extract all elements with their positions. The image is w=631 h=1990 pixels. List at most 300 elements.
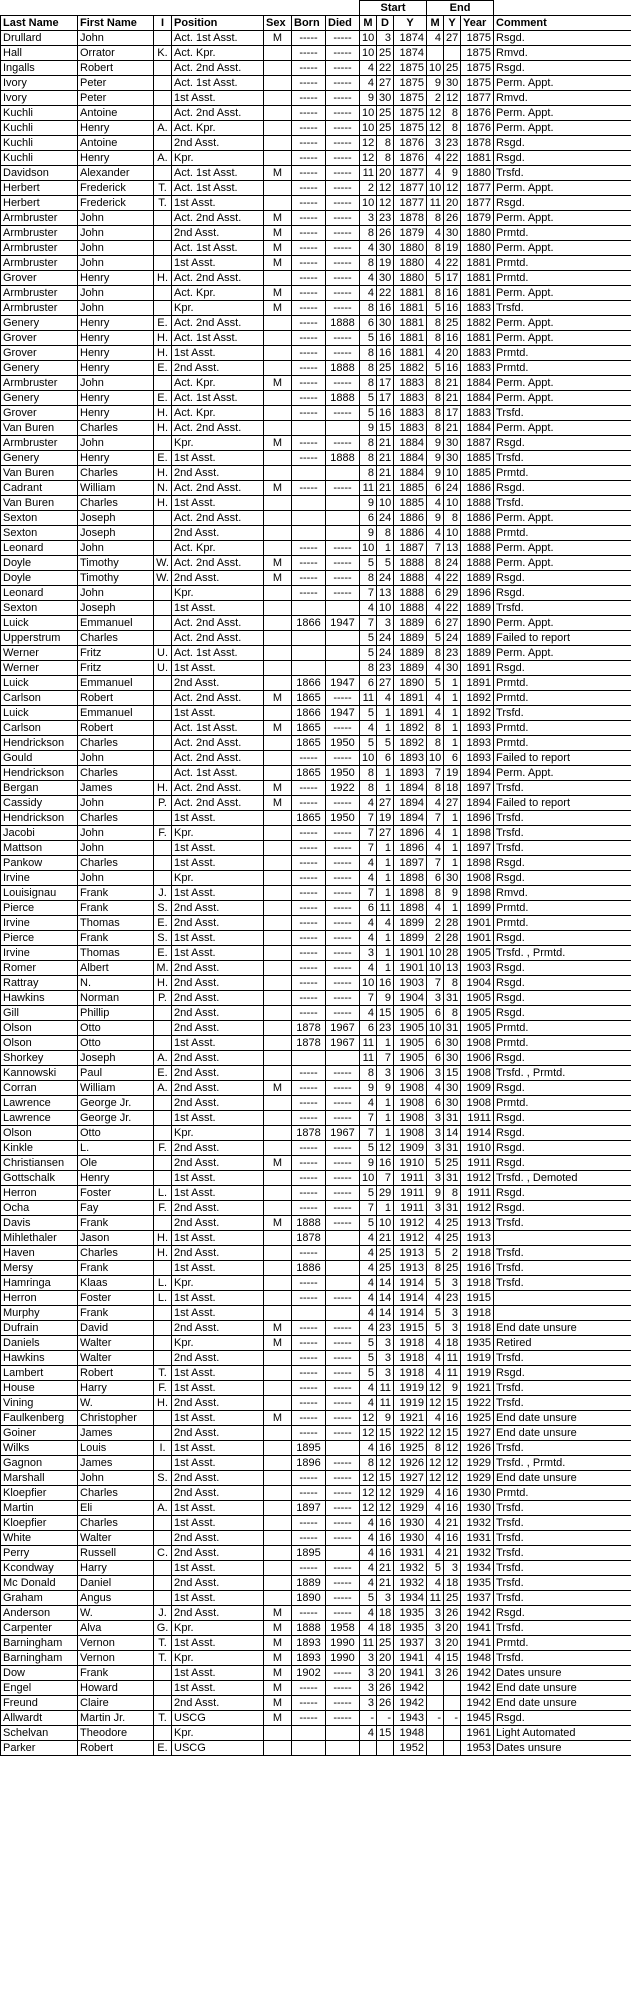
end-year-cell: 1941: [461, 1621, 494, 1636]
last-name-cell: Lawrence: [1, 1096, 78, 1111]
start-day-cell: 12: [377, 196, 394, 211]
start-year-cell: 1913: [394, 1261, 427, 1276]
start-day-cell: 9: [377, 991, 394, 1006]
sex-cell: M: [264, 1696, 292, 1711]
last-name-cell: Hamringa: [1, 1276, 78, 1291]
end-year-cell: 1880: [461, 241, 494, 256]
position-cell: 2nd Asst.: [172, 1246, 264, 1261]
end-year-cell: 1898: [461, 856, 494, 871]
first-name-cell: Ole: [78, 1156, 154, 1171]
end-day-cell: 13: [444, 961, 461, 976]
start-year-cell: 1888: [394, 601, 427, 616]
died-cell: -----: [326, 1561, 360, 1576]
start-month-cell: 9: [360, 526, 377, 541]
start-day-cell: 26: [377, 1681, 394, 1696]
born-cell: 1886: [292, 1261, 326, 1276]
last-name-cell: Sexton: [1, 526, 78, 541]
last-name-cell: Armbruster: [1, 301, 78, 316]
end-day-cell: 22: [444, 151, 461, 166]
died-cell: -----: [326, 1681, 360, 1696]
first-name-cell: James: [78, 781, 154, 796]
born-cell: -----: [292, 1471, 326, 1486]
table-row: [1, 1021, 631, 1036]
table-row: [1, 1351, 631, 1366]
initial-cell: [154, 241, 172, 256]
position-cell: Kpr.: [172, 1621, 264, 1636]
start-year-cell: 1918: [394, 1366, 427, 1381]
comment-cell: Retired: [494, 1336, 631, 1351]
position-cell: Act. 2nd Asst.: [172, 751, 264, 766]
col-header-born: Born: [292, 16, 326, 31]
table-row: [1, 646, 631, 661]
start-day-cell: 10: [377, 496, 394, 511]
table-row: [1, 1051, 631, 1066]
last-name-cell: Kloepfier: [1, 1516, 78, 1531]
died-cell: -----: [326, 241, 360, 256]
position-cell: 2nd Asst.: [172, 976, 264, 991]
end-month-cell: [427, 1696, 444, 1711]
start-year-cell: 1892: [394, 721, 427, 736]
first-name-cell: Robert: [78, 721, 154, 736]
col-header-first-name: First Name: [78, 16, 154, 31]
born-cell: [292, 511, 326, 526]
last-name-cell: Haven: [1, 1246, 78, 1261]
comment-cell: Trsfd.: [494, 1441, 631, 1456]
first-name-cell: John: [78, 286, 154, 301]
position-cell: 1st Asst.: [172, 1366, 264, 1381]
died-cell: -----: [326, 136, 360, 151]
first-name-cell: Henry: [78, 361, 154, 376]
end-day-cell: 8: [444, 976, 461, 991]
position-cell: USCG: [172, 1741, 264, 1756]
end-month-cell: -: [427, 1711, 444, 1726]
comment-cell: Trsfd.: [494, 1381, 631, 1396]
born-cell: -----: [292, 1141, 326, 1156]
first-name-cell: John: [78, 211, 154, 226]
start-day-cell: 24: [377, 571, 394, 586]
born-cell: -----: [292, 331, 326, 346]
last-name-cell: Pierce: [1, 931, 78, 946]
start-year-cell: 1913: [394, 1246, 427, 1261]
start-year-cell: 1884: [394, 436, 427, 451]
start-year-cell: 1894: [394, 781, 427, 796]
end-month-cell: 5: [427, 631, 444, 646]
table-row: [1, 886, 631, 901]
start-month-cell: 12: [360, 1411, 377, 1426]
born-cell: 1865: [292, 721, 326, 736]
died-cell: -----: [326, 301, 360, 316]
born-cell: -----: [292, 1336, 326, 1351]
col-header-start-day: D: [377, 16, 394, 31]
end-month-cell: 8: [427, 886, 444, 901]
position-cell: Act. Kpr.: [172, 376, 264, 391]
sex-cell: [264, 706, 292, 721]
first-name-cell: Orrator: [78, 46, 154, 61]
comment-cell: [494, 1306, 631, 1321]
end-year-cell: 1929: [461, 1471, 494, 1486]
start-day-cell: 3: [377, 1366, 394, 1381]
start-day-cell: 1: [377, 1036, 394, 1051]
end-month-cell: 4: [427, 661, 444, 676]
initial-cell: E.: [154, 916, 172, 931]
end-year-cell: 1942: [461, 1666, 494, 1681]
born-cell: 1888: [292, 1621, 326, 1636]
table-row: [1, 736, 631, 751]
start-month-cell: 3: [360, 1696, 377, 1711]
end-month-cell: 4: [427, 1366, 444, 1381]
first-name-cell: James: [78, 1456, 154, 1471]
end-day-cell: 30: [444, 226, 461, 241]
end-day-cell: 20: [444, 196, 461, 211]
sex-cell: M: [264, 721, 292, 736]
died-cell: -----: [326, 541, 360, 556]
born-cell: 1866: [292, 676, 326, 691]
first-name-cell: Thomas: [78, 916, 154, 931]
table-row: [1, 301, 631, 316]
end-day-cell: 16: [444, 1501, 461, 1516]
born-cell: [292, 526, 326, 541]
end-year-cell: 1918: [461, 1276, 494, 1291]
start-month-cell: 4: [360, 916, 377, 931]
start-month-cell: 5: [360, 736, 377, 751]
born-cell: -----: [292, 1696, 326, 1711]
last-name-cell: Armbruster: [1, 376, 78, 391]
end-year-cell: 1883: [461, 346, 494, 361]
start-year-cell: 1932: [394, 1561, 427, 1576]
col-header-end-year: Year: [461, 16, 494, 31]
died-cell: 1888: [326, 361, 360, 376]
died-cell: -----: [326, 796, 360, 811]
last-name-cell: Kannowski: [1, 1066, 78, 1081]
born-cell: -----: [292, 1201, 326, 1216]
position-cell: Act. 2nd Asst.: [172, 211, 264, 226]
end-day-cell: [444, 1726, 461, 1741]
end-year-cell: 1885: [461, 451, 494, 466]
position-cell: 2nd Asst.: [172, 1216, 264, 1231]
first-name-cell: N.: [78, 976, 154, 991]
end-day-cell: 20: [444, 346, 461, 361]
comment-cell: Prmtd.: [494, 1486, 631, 1501]
end-year-cell: 1899: [461, 901, 494, 916]
first-name-cell: Klaas: [78, 1276, 154, 1291]
end-day-cell: 26: [444, 1606, 461, 1621]
end-day-cell: 9: [444, 1381, 461, 1396]
comment-cell: Perm. Appt.: [494, 511, 631, 526]
last-name-cell: Werner: [1, 646, 78, 661]
position-cell: Kpr.: [172, 871, 264, 886]
first-name-cell: Emmanuel: [78, 706, 154, 721]
last-name-cell: Grover: [1, 331, 78, 346]
comment-cell: Prmtd.: [494, 361, 631, 376]
initial-cell: L.: [154, 1291, 172, 1306]
table-row: [1, 556, 631, 571]
start-day-cell: 3: [377, 1066, 394, 1081]
position-cell: Act. 2nd Asst.: [172, 781, 264, 796]
start-year-cell: 1919: [394, 1381, 427, 1396]
start-day-cell: 3: [377, 1336, 394, 1351]
table-row: [1, 31, 631, 46]
start-month-cell: 7: [360, 841, 377, 856]
first-name-cell: Alva: [78, 1621, 154, 1636]
born-cell: -----: [292, 166, 326, 181]
last-name-cell: Van Buren: [1, 466, 78, 481]
comment-cell: Perm. Appt.: [494, 76, 631, 91]
end-month-cell: 4: [427, 826, 444, 841]
end-year-cell: 1934: [461, 1561, 494, 1576]
position-cell: 1st Asst.: [172, 346, 264, 361]
position-cell: 2nd Asst.: [172, 1471, 264, 1486]
comment-cell: Trsfd. , Prmtd.: [494, 946, 631, 961]
start-month-cell: 4: [360, 1561, 377, 1576]
table-row: [1, 1156, 631, 1171]
sex-cell: [264, 1351, 292, 1366]
sex-cell: [264, 1456, 292, 1471]
end-year-cell: 1877: [461, 196, 494, 211]
initial-cell: [154, 286, 172, 301]
end-month-cell: 8: [427, 406, 444, 421]
table-row: [1, 406, 631, 421]
position-cell: Act. 2nd Asst.: [172, 796, 264, 811]
start-day-cell: 16: [377, 346, 394, 361]
comment-cell: Dates unsure: [494, 1741, 631, 1756]
initial-cell: [154, 1726, 172, 1741]
start-month-cell: 11: [360, 1036, 377, 1051]
start-year-cell: 1929: [394, 1501, 427, 1516]
start-day-cell: 16: [377, 1546, 394, 1561]
start-month-cell: 7: [360, 616, 377, 631]
sex-cell: [264, 1531, 292, 1546]
start-month-cell: 5: [360, 1141, 377, 1156]
table-row: [1, 286, 631, 301]
start-day-cell: 11: [377, 1396, 394, 1411]
comment-cell: Trsfd. , Demoted: [494, 1171, 631, 1186]
start-year-cell: 1912: [394, 1231, 427, 1246]
table-row: [1, 1306, 631, 1321]
position-cell: 2nd Asst.: [172, 1546, 264, 1561]
position-cell: 1st Asst.: [172, 1381, 264, 1396]
end-year-cell: 1890: [461, 616, 494, 631]
sex-cell: [264, 841, 292, 856]
start-year-cell: 1929: [394, 1486, 427, 1501]
last-name-cell: Van Buren: [1, 421, 78, 436]
died-cell: -----: [326, 1156, 360, 1171]
table-row: [1, 1336, 631, 1351]
died-cell: -----: [326, 826, 360, 841]
born-cell: 1865: [292, 766, 326, 781]
comment-cell: Perm. Appt.: [494, 121, 631, 136]
position-cell: 1st Asst.: [172, 1171, 264, 1186]
end-day-cell: 22: [444, 601, 461, 616]
initial-cell: [154, 1306, 172, 1321]
initial-cell: F.: [154, 1201, 172, 1216]
first-name-cell: Fay: [78, 1201, 154, 1216]
first-name-cell: Henry: [78, 271, 154, 286]
first-name-cell: John: [78, 241, 154, 256]
initial-cell: [154, 526, 172, 541]
position-cell: 2nd Asst.: [172, 1141, 264, 1156]
initial-cell: [154, 1336, 172, 1351]
position-cell: 2nd Asst.: [172, 1696, 264, 1711]
position-cell: 1st Asst.: [172, 1681, 264, 1696]
born-cell: -----: [292, 1681, 326, 1696]
start-day-cell: 16: [377, 1516, 394, 1531]
last-name-cell: Drullard: [1, 31, 78, 46]
first-name-cell: Charles: [78, 856, 154, 871]
last-name-cell: Doyle: [1, 571, 78, 586]
end-day-cell: 21: [444, 391, 461, 406]
born-cell: -----: [292, 1156, 326, 1171]
end-year-cell: 1916: [461, 1261, 494, 1276]
position-cell: 1st Asst.: [172, 811, 264, 826]
comment-cell: Trsfd.: [494, 601, 631, 616]
comment-cell: End date unsure: [494, 1411, 631, 1426]
position-cell: 2nd Asst.: [172, 361, 264, 376]
comment-cell: Prmtd.: [494, 1636, 631, 1651]
comment-cell: Rsgd.: [494, 1201, 631, 1216]
start-month-cell: 4: [360, 871, 377, 886]
table-row: [1, 226, 631, 241]
died-cell: [326, 1741, 360, 1756]
start-month-cell: 4: [360, 1546, 377, 1561]
start-month-cell: 8: [360, 346, 377, 361]
start-month-cell: 4: [360, 241, 377, 256]
start-year-cell: 1890: [394, 676, 427, 691]
position-cell: 1st Asst.: [172, 931, 264, 946]
end-month-cell: 9: [427, 466, 444, 481]
initial-cell: W.: [154, 571, 172, 586]
initial-cell: [154, 1006, 172, 1021]
died-cell: 1967: [326, 1021, 360, 1036]
end-day-cell: 27: [444, 616, 461, 631]
last-name-cell: Herbert: [1, 196, 78, 211]
last-name-cell: Vining: [1, 1396, 78, 1411]
died-cell: -----: [326, 1201, 360, 1216]
group-header-row: [1, 1, 631, 16]
initial-cell: F.: [154, 1381, 172, 1396]
born-cell: [292, 631, 326, 646]
col-header-died: Died: [326, 16, 360, 31]
initial-cell: [154, 841, 172, 856]
start-month-cell: 4: [360, 1606, 377, 1621]
start-year-cell: 1948: [394, 1726, 427, 1741]
end-day-cell: 8: [444, 106, 461, 121]
position-cell: 1st Asst.: [172, 1501, 264, 1516]
last-name-cell: Kuchli: [1, 121, 78, 136]
died-cell: -----: [326, 886, 360, 901]
born-cell: -----: [292, 1531, 326, 1546]
last-name-cell: Louisignau: [1, 886, 78, 901]
end-year-cell: 1888: [461, 541, 494, 556]
start-day-cell: 18: [377, 1606, 394, 1621]
last-name-cell: Schelvan: [1, 1726, 78, 1741]
first-name-cell: John: [78, 841, 154, 856]
end-year-cell: 1887: [461, 436, 494, 451]
end-year-cell: 1889: [461, 646, 494, 661]
died-cell: -----: [326, 91, 360, 106]
initial-cell: [154, 856, 172, 871]
start-year-cell: 1883: [394, 376, 427, 391]
start-group-header: Start: [360, 1, 427, 16]
end-day-cell: 18: [444, 1336, 461, 1351]
born-cell: -----: [292, 1066, 326, 1081]
position-cell: 2nd Asst.: [172, 901, 264, 916]
comment-cell: Rsgd.: [494, 961, 631, 976]
last-name-cell: Perry: [1, 1546, 78, 1561]
start-year-cell: 1919: [394, 1396, 427, 1411]
sex-cell: [264, 46, 292, 61]
end-year-cell: 1893: [461, 721, 494, 736]
first-name-cell: Charles: [78, 1246, 154, 1261]
end-group-header: End: [427, 1, 494, 16]
first-name-cell: Joseph: [78, 1051, 154, 1066]
sex-cell: [264, 1171, 292, 1186]
start-day-cell: 5: [377, 556, 394, 571]
start-year-cell: 1935: [394, 1606, 427, 1621]
end-day-cell: 12: [444, 1441, 461, 1456]
start-day-cell: 16: [377, 1441, 394, 1456]
position-cell: Act. 1st Asst.: [172, 331, 264, 346]
end-month-cell: 8: [427, 1261, 444, 1276]
first-name-cell: Albert: [78, 961, 154, 976]
comment-cell: Rsgd.: [494, 571, 631, 586]
start-day-cell: 3: [377, 616, 394, 631]
last-name-cell: Olson: [1, 1036, 78, 1051]
died-cell: [326, 1246, 360, 1261]
initial-cell: [154, 1576, 172, 1591]
sex-cell: M: [264, 1636, 292, 1651]
last-name-cell: Herron: [1, 1186, 78, 1201]
position-cell: 1st Asst.: [172, 946, 264, 961]
start-month-cell: 8: [360, 466, 377, 481]
first-name-cell: John: [78, 541, 154, 556]
table-row: [1, 826, 631, 841]
first-name-cell: Frank: [78, 1306, 154, 1321]
end-month-cell: 4: [427, 841, 444, 856]
position-cell: Act. 1st Asst.: [172, 181, 264, 196]
start-day-cell: 8: [377, 151, 394, 166]
end-year-cell: 1889: [461, 571, 494, 586]
end-month-cell: 4: [427, 601, 444, 616]
position-cell: 1st Asst.: [172, 841, 264, 856]
first-name-cell: Claire: [78, 1696, 154, 1711]
start-day-cell: 1: [377, 766, 394, 781]
end-day-cell: 11: [444, 1366, 461, 1381]
end-day-cell: [444, 1696, 461, 1711]
first-name-cell: John: [78, 871, 154, 886]
start-month-cell: 4: [360, 1531, 377, 1546]
start-month-cell: 10: [360, 541, 377, 556]
start-year-cell: 1884: [394, 466, 427, 481]
end-month-cell: 4: [427, 226, 444, 241]
born-cell: -----: [292, 751, 326, 766]
end-year-cell: 1930: [461, 1501, 494, 1516]
born-cell: -----: [292, 1351, 326, 1366]
died-cell: -----: [326, 586, 360, 601]
born-cell: -----: [292, 451, 326, 466]
position-cell: 1st Asst.: [172, 856, 264, 871]
born-cell: -----: [292, 856, 326, 871]
end-day-cell: [444, 46, 461, 61]
position-cell: 2nd Asst.: [172, 466, 264, 481]
first-name-cell: Frank: [78, 931, 154, 946]
start-month-cell: 8: [360, 781, 377, 796]
start-year-cell: 1918: [394, 1336, 427, 1351]
end-day-cell: 8: [444, 1186, 461, 1201]
start-day-cell: 10: [377, 1216, 394, 1231]
end-day-cell: 25: [444, 61, 461, 76]
end-month-cell: 3: [427, 1606, 444, 1621]
last-name-cell: Lambert: [1, 1366, 78, 1381]
